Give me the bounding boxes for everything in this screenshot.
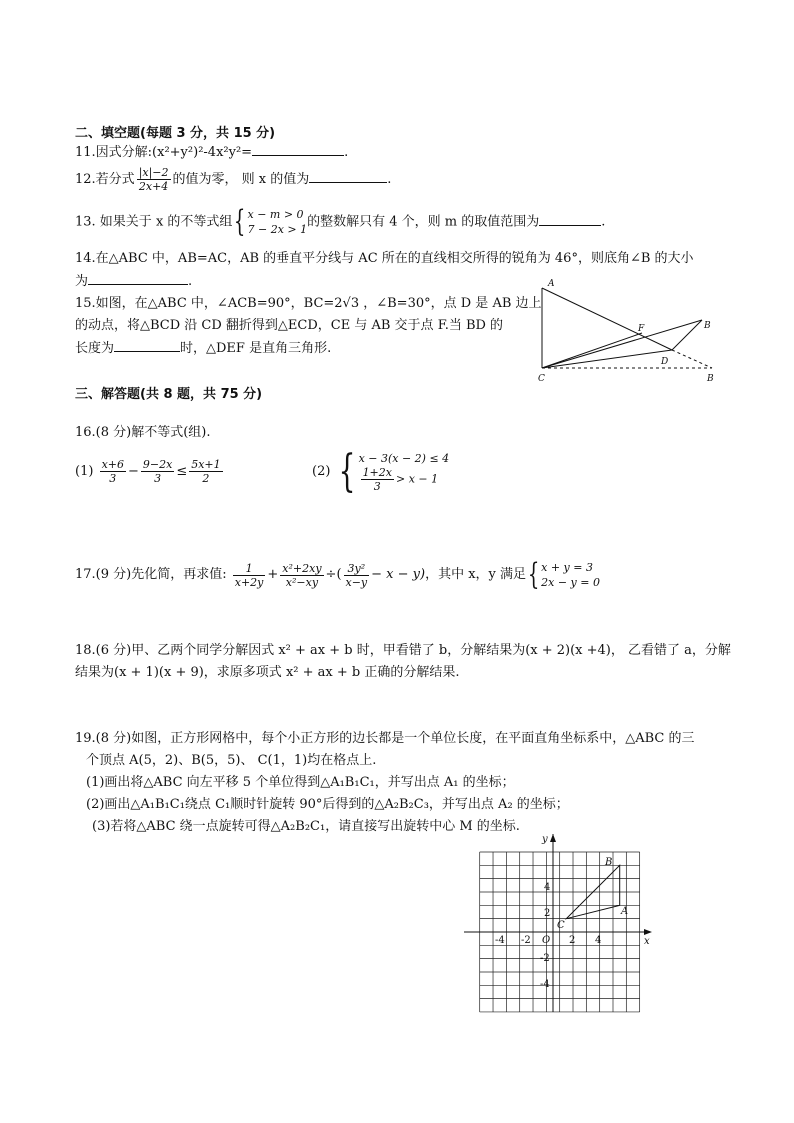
q16-p1-f3-den: 2 xyxy=(202,472,210,485)
question-16-part-1 xyxy=(75,458,225,485)
q17-f2-num: x²+2xy xyxy=(282,561,322,575)
q16-p1-f2-num: 9−2x xyxy=(142,458,173,471)
question-15-line-2: 的动点，将△BCD 沿 CD 翻折得到△ECD，CE 与 AB 交于点 F.当 BD 的 xyxy=(75,318,504,333)
question-18-line-1: 18.(6 分)甲、乙两个同学分解因式 x² + ax + b 时，甲看错了 b，分解结果为(x + 2)(x +4)， 乙看错了 a，分解 xyxy=(75,643,731,658)
section2-title: 二、填空题(每题 3 分，共 15 分) xyxy=(75,126,276,141)
question-11: 11.因式分解:(x²+y²)²-4x²y²= . xyxy=(75,145,349,160)
q15-answer-blank[interactable] xyxy=(114,339,180,352)
question-12: 12.若分式 $\frac{|x|-2}{2x+4}$ 的值为零， 则 x 的值为 . xyxy=(75,166,392,193)
x-tick-4: 4 xyxy=(595,935,602,946)
q17-plus: + xyxy=(267,567,279,582)
q12-num: |x|−2 xyxy=(138,166,169,179)
question-19-line-5: (3)若将△ABC 绕一点旋转可得△A₂B₂C₁，请直接写出旋转中心 M 的坐标. xyxy=(92,819,520,834)
q16-p2-f-num: 1+2x xyxy=(362,466,392,479)
q17-frac-2 xyxy=(280,562,323,589)
x-axis-arrow-icon xyxy=(644,929,652,935)
q17-tail: − x − y) xyxy=(371,567,426,582)
q17-mid: ，其中 x，y 满足 xyxy=(425,567,527,582)
q12-den: 2x+4 xyxy=(138,180,169,193)
q16-p1-frac-1 xyxy=(100,458,126,485)
q11-answer-blank[interactable] xyxy=(252,143,344,156)
q13-suffix: 的整数解只有 4 个，则 m 的取值范围为 xyxy=(307,214,540,230)
fig15-label-c: C xyxy=(538,374,545,384)
question-13: 13. 如果关于 x 的不等式组{ x − m > 0 7 − 2x > 1 的整数解只有 4 个，则 m 的取值范围为 . xyxy=(75,204,606,239)
q13-system xyxy=(248,207,308,237)
q17-frac-3 xyxy=(344,562,370,589)
q13-ineq-1: x − m > 0 xyxy=(247,208,304,221)
question-14-line-2: 为 . xyxy=(75,274,193,289)
q17-frac-1 xyxy=(233,562,266,589)
q17-f1-den: x+2y xyxy=(234,575,264,589)
question-14-line-1: 14.在△ABC 中，AB=AC，AB 的垂直平分线与 AC 所在的直线相交所得的锐角为 46°，则底角∠B 的大小 xyxy=(75,251,694,266)
q12-fraction xyxy=(137,166,171,193)
q17-sys-2: 2x − y = 0 xyxy=(541,576,600,589)
question-19-line-2: 个顶点 A(5，2)、B(5，5)、 C(1，1)均在格点上. xyxy=(86,753,377,768)
question-18-line-2: 结果为(x + 1)(x + 9)，求原多项式 x² + ax + b 正确的分解结果. xyxy=(75,665,460,680)
y-tick-neg4: -4 xyxy=(540,979,550,990)
grid-point-c-label: C xyxy=(557,920,565,931)
y-tick-2: 2 xyxy=(544,908,551,919)
q16-p1-frac-3 xyxy=(189,458,222,485)
question-16-title: 16.(8 分)解不等式(组). xyxy=(75,425,211,440)
q17-system xyxy=(541,560,600,590)
q15-line3-suffix: 时，△DEF 是直角三角形. xyxy=(180,341,332,356)
fig15-label-f: F xyxy=(638,324,645,334)
q13-brace: { xyxy=(234,204,246,239)
q12-prefix: 12.若分式 xyxy=(75,172,135,187)
q12-suffix: 的值为零， 则 x 的值为 xyxy=(172,172,310,187)
q15-figure xyxy=(534,278,724,388)
q17-f2-den: x²−xy xyxy=(285,575,319,589)
q16-p2-rest: > x − 1 xyxy=(395,472,439,486)
grid-point-b-label: B xyxy=(605,857,613,868)
q17-div: ÷( xyxy=(325,567,342,582)
question-16-part-2 xyxy=(312,446,450,497)
y-tick-neg2: -2 xyxy=(540,953,550,964)
q11-text: 11.因式分解:(x²+y²)²-4x²y²= xyxy=(75,145,253,160)
x-tick-2: 2 xyxy=(569,935,576,946)
q16-p1-label: (1) xyxy=(75,464,94,479)
q16-p2-frac xyxy=(361,466,394,493)
question-19-line-3: (1)画出将△ABC 向左平移 5 个单位得到△A₁B₁C₁，并写出点 A₁ 的坐标； xyxy=(86,775,515,790)
q17-f1-num: 1 xyxy=(233,562,266,576)
fig15-label-a: A xyxy=(548,279,555,289)
question-17 xyxy=(75,557,600,592)
y-axis-arrow-icon xyxy=(550,834,556,842)
q17-f3-num: 3y² xyxy=(344,562,370,576)
q15-line3-prefix: 长度为 xyxy=(75,341,115,356)
q17-sys-1: x + y = 3 xyxy=(541,561,593,574)
q13-answer-blank[interactable] xyxy=(539,213,601,226)
y-tick-4: 4 xyxy=(544,882,551,893)
x-tick-neg4: -4 xyxy=(495,935,505,946)
question-15-line-1: 15.如图，在△ABC 中，∠ACB=90°，BC=2√3 ，∠B=30°，点 D 是 AB 边上 xyxy=(75,296,542,311)
q12-answer-blank[interactable] xyxy=(309,170,387,183)
q16-p2-system xyxy=(359,451,450,493)
grid-point-a-label: A xyxy=(621,906,629,917)
question-19-line-4: (2)画出△A₁B₁C₁绕点 C₁顺时针旋转 90°后得到的△A₂B₂C₃，并写出点 A₂ 的坐标； xyxy=(86,797,569,812)
q13-ineq-2: 7 − 2x > 1 xyxy=(247,223,308,236)
q17-f3-den: x−y xyxy=(345,575,368,589)
fig15-label-b: B xyxy=(707,374,714,384)
q16-p1-f2-den: 3 xyxy=(154,472,162,485)
question-15-line-3 xyxy=(75,339,331,358)
q14-line2-text: 为 xyxy=(75,274,89,289)
q13-prefix: 13. 如果关于 x 的不等式组 xyxy=(75,214,233,230)
q16-p2-line-1: x − 3(x − 2) ≤ 4 xyxy=(358,452,450,465)
grid-y-label: y xyxy=(542,834,548,845)
fig15-label-d: D xyxy=(661,357,669,367)
q16-p1-minus: − xyxy=(127,464,139,479)
section3-title: 三、解答题(共 8 题，共 75 分) xyxy=(75,387,263,402)
q16-p1-f1-den: 3 xyxy=(109,472,117,485)
q16-p1-le: ≤ xyxy=(176,464,188,479)
q17-brace: { xyxy=(527,557,540,592)
q17-prefix: 17.(9 分)先化简，再求值: xyxy=(75,567,227,582)
q14-answer-blank[interactable] xyxy=(88,272,188,285)
q16-p2-brace: { xyxy=(338,446,355,497)
q16-p1-f3-num: 5x+1 xyxy=(191,458,221,471)
q16-p1-frac-2 xyxy=(141,458,174,485)
q19-coordinate-grid xyxy=(462,830,662,1015)
q16-p2-f-den: 3 xyxy=(373,480,381,493)
q16-p1-f1-num: x+6 xyxy=(101,458,124,471)
grid-x-label: x xyxy=(644,936,650,947)
fig15-label-e: B xyxy=(704,321,711,331)
grid-origin-label: O xyxy=(542,935,551,946)
q16-p2-label: (2) xyxy=(312,464,331,479)
question-19-line-1: 19.(8 分)如图，正方形网格中，每个小正方形的边长都是一个单位长度，在平面直角坐标系中，△ABC 的三 xyxy=(75,731,695,746)
x-tick-neg2: -2 xyxy=(521,935,531,946)
